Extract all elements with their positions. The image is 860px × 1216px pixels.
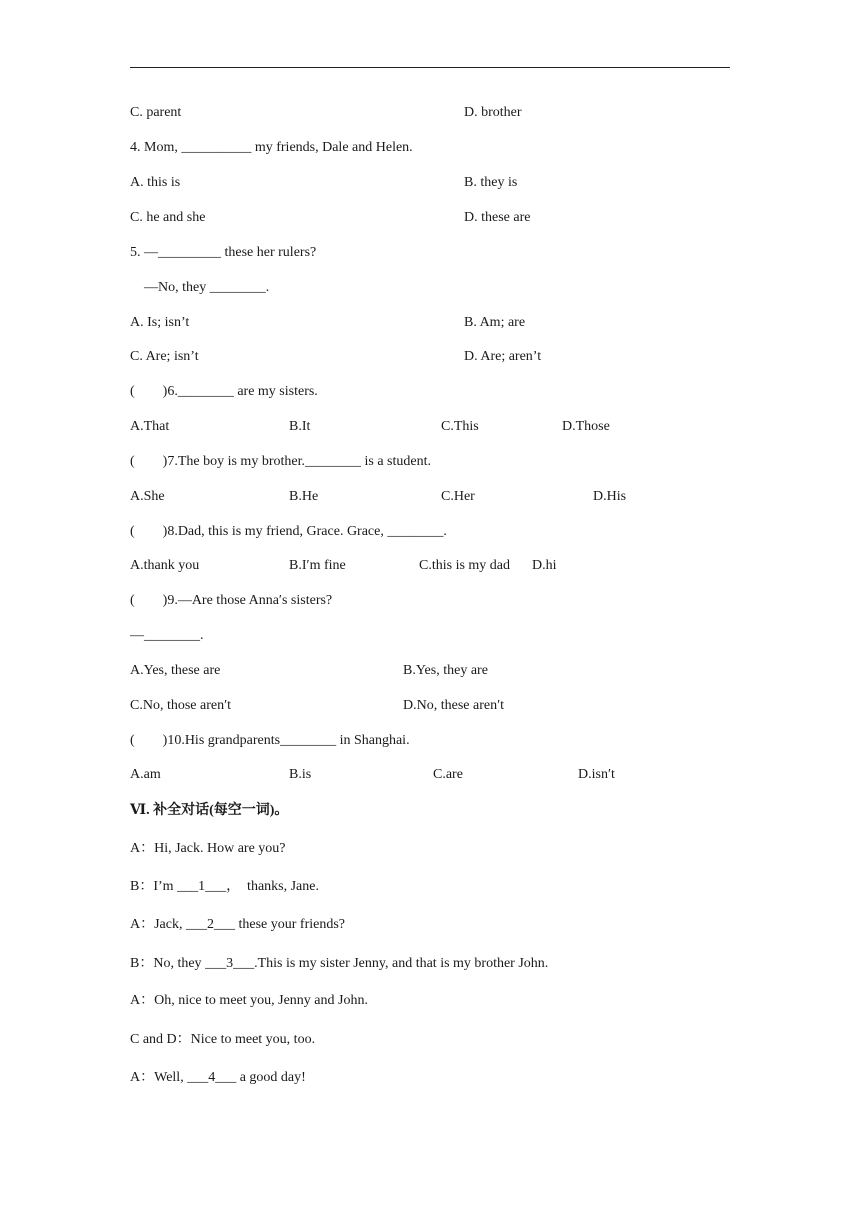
q5-blank-2: ________ — [209, 280, 266, 295]
q5-stem-post: these her rulers? — [221, 245, 317, 260]
q6-stem — [130, 383, 318, 401]
dialogue-line — [130, 840, 286, 858]
q6-option-b: B.It — [289, 419, 311, 434]
q8-option-d: D.hi — [532, 558, 557, 573]
q3-option-c: C. parent — [130, 105, 182, 120]
q10-stem-pre: ( )10.His grandparents — [130, 733, 281, 748]
dialogue-blank-3: ___3___ — [205, 956, 255, 971]
q7-blank: ________ — [304, 454, 361, 469]
dialogue-line — [130, 878, 319, 896]
q6-option-a: A.That — [130, 419, 170, 434]
dialogue-text-pre: B：No, they — [130, 956, 206, 971]
q9-answer-line — [130, 627, 204, 645]
q5-stem-pre: 5. — — [130, 245, 158, 260]
q8-stem-post: . — [443, 524, 447, 539]
q4-blank: __________ — [181, 140, 252, 155]
dialogue-text-post: ， thanks, Jane. — [226, 879, 319, 894]
q9-option-a: A.Yes, these are — [130, 663, 221, 678]
q7-option-b: B.He — [289, 489, 319, 504]
q9-answer-post: . — [200, 628, 204, 643]
dialogue-line — [130, 1069, 306, 1087]
q8-stem-pre: ( )8.Dad, this is my friend, Grace. Grace, — [130, 524, 388, 539]
q6-blank: ________ — [177, 384, 234, 399]
q10-stem-post: in Shanghai. — [336, 733, 410, 748]
dialogue-line — [130, 955, 548, 973]
q5-answer-pre: —No, they — [144, 280, 210, 295]
q5-option-d: D. Are; aren’t — [464, 349, 542, 364]
dialogue-blank-1: ___1___ — [177, 879, 227, 894]
q8-stem — [130, 523, 447, 541]
q7-option-d: D.His — [593, 489, 627, 504]
q10-option-c: C.are — [433, 767, 463, 782]
q8-option-a: A.thank you — [130, 558, 200, 573]
q9-answer-pre: — — [130, 628, 144, 643]
q4-option-c: C. he and she — [130, 210, 206, 225]
dialogue-line — [130, 916, 345, 934]
q7-option-c: C.Her — [441, 489, 475, 504]
dialogue-text-post: a good day! — [236, 1070, 306, 1085]
q10-option-d: D.isn′t — [578, 767, 615, 782]
dialogue-blank-2: ___2___ — [186, 917, 235, 932]
q4-stem — [130, 139, 413, 157]
q6-option-c: C.This — [441, 419, 479, 434]
section-heading: Ⅵ. 补全对话(每空一词)。 — [130, 803, 289, 818]
dialogue-text-pre: B：I’m — [130, 879, 178, 894]
dialogue-line — [130, 992, 368, 1010]
q4-stem-post: my friends, Dale and Helen. — [251, 140, 413, 155]
q4-stem-pre: 4. Mom, — [130, 140, 182, 155]
q7-stem-pre: ( )7.The boy is my brother. — [130, 454, 305, 469]
q4-option-b: B. they is — [464, 175, 518, 190]
q9-option-b: B.Yes, they are — [403, 663, 488, 678]
q10-stem — [130, 732, 410, 750]
q10-blank: ________ — [280, 733, 337, 748]
q9-blank: ________ — [144, 628, 200, 643]
dialogue-line — [130, 1031, 315, 1049]
q4-option-a: A. this is — [130, 175, 181, 190]
q8-option-c: C.this is my dad — [419, 558, 511, 573]
q9-option-d: D.No, these aren′t — [403, 698, 505, 713]
q5-option-c: C. Are; isn’t — [130, 349, 199, 364]
q10-option-b: B.is — [289, 767, 312, 782]
q5-answer-line — [144, 279, 269, 297]
dialogue-text-pre: A：Jack, — [130, 917, 186, 932]
q8-blank: ________ — [387, 524, 444, 539]
q5-stem — [130, 244, 316, 262]
q5-option-b: B. Am; are — [464, 315, 526, 330]
q9-option-c: C.No, those aren′t — [130, 698, 232, 713]
q8-option-b: B.I′m fine — [289, 558, 346, 573]
dialogue-text-pre: C and D：Nice to meet you, too. — [130, 1032, 316, 1047]
dialogue-text-pre: A：Well, — [130, 1070, 188, 1085]
dialogue-text-pre: A：Oh, nice to meet you, Jenny and John. — [130, 993, 368, 1008]
q6-stem-pre: ( )6. — [130, 384, 178, 399]
q7-stem — [130, 453, 431, 471]
q7-option-a: A.She — [130, 489, 165, 504]
dialogue-blank-4: ___4___ — [187, 1070, 237, 1085]
q7-stem-post: is a student. — [360, 454, 431, 469]
q4-option-d: D. these are — [464, 210, 531, 225]
dialogue-text-post: .This is my sister Jenny, and that is my brother John. — [254, 956, 549, 971]
q9-stem: ( )9.—Are those Anna′s sisters? — [130, 593, 333, 608]
dialogue-text-pre: A：Hi, Jack. How are you? — [130, 841, 286, 856]
q10-option-a: A.am — [130, 767, 161, 782]
q5-blank-1: _________ — [158, 245, 221, 260]
q6-option-d: D.Those — [562, 419, 610, 434]
q6-stem-post: are my sisters. — [233, 384, 318, 399]
q3-option-d: D. brother — [464, 105, 522, 120]
q5-answer-post: . — [265, 280, 270, 295]
dialogue-text-post: these your friends? — [235, 917, 346, 932]
header-rule — [130, 67, 730, 68]
q5-option-a: A. Is; isn’t — [130, 315, 190, 330]
